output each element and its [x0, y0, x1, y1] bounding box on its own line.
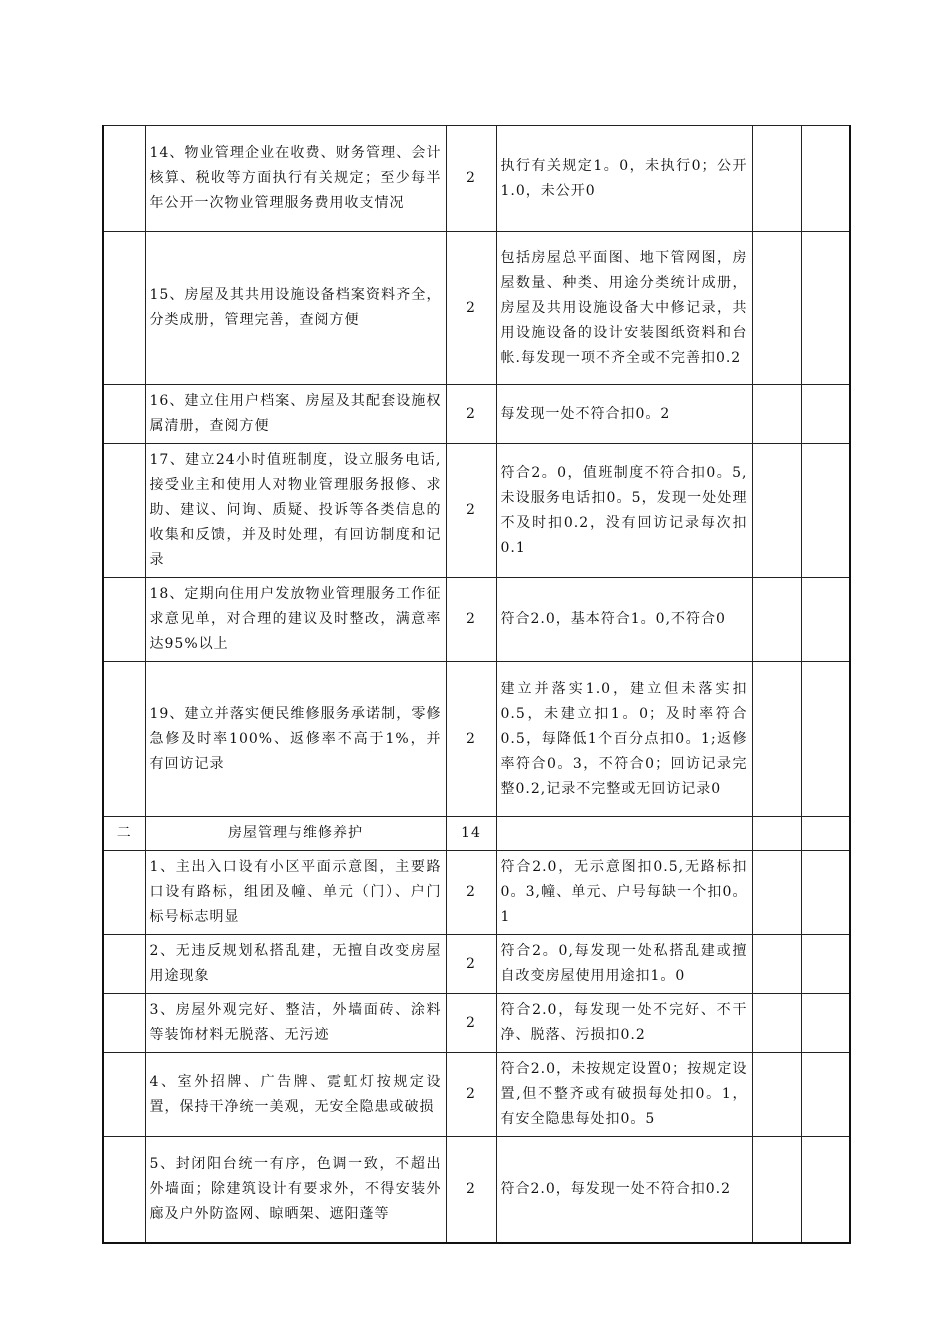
table-row: [103, 994, 850, 1053]
index-cell: [103, 232, 145, 385]
item-cell: 14、物业管理企业在收费、财务管理、会计核算、税收等方面执行有关规定；至少每半年公开一次物业管理服务费用收支情况: [145, 126, 446, 232]
criteria-cell: 符合2.0，基本符合1。0,不符合0: [496, 578, 752, 662]
score-cell: 2: [446, 1053, 496, 1137]
item-cell: 1、主出入口设有小区平面示意图，主要路口设有路标，组团及幢、单元（门）、户门标号标志明显: [145, 851, 446, 935]
criteria-cell: 建立并落实1.0，建立但未落实扣0.5，未建立扣1。0；及时率符合0.5，每降低1个百分点扣0。1;返修率符合0。3，不符合0；回访记录完整0.2,记录不完整或无回访记录0: [496, 662, 752, 817]
criteria-cell: 符合2.0，每发现一处不完好、不干净、脱落、污损扣0.2: [496, 994, 752, 1053]
item-cell: 19、建立并落实便民维修服务承诺制，零修急修及时率100%、返修率不高于1%，并有回访记录: [145, 662, 446, 817]
empty-cell: [801, 1053, 850, 1137]
index-cell: [103, 994, 145, 1053]
criteria-cell: 符合2.0，每发现一处不符合扣0.2: [496, 1137, 752, 1243]
item-cell: 18、定期向住用户发放物业管理服务工作征求意见单，对合理的建议及时整改，满意率达95%以上: [145, 578, 446, 662]
empty-cell: [752, 1137, 801, 1243]
item-cell: 15、房屋及其共用设施设备档案资料齐全，分类成册，管理完善，查阅方便: [145, 232, 446, 385]
score-cell: 2: [446, 851, 496, 935]
empty-cell: [801, 578, 850, 662]
empty-cell: [801, 994, 850, 1053]
index-cell: [103, 444, 145, 578]
criteria-cell: 包括房屋总平面图、地下管网图，房屋数量、种类、用途分类统计成册，房屋及共用设施设备大中修记录，共用设施设备的设计安装图纸资料和台帐.每发现一项不齐全或不完善扣0.2: [496, 232, 752, 385]
index-cell: [103, 385, 145, 444]
table-row: [103, 578, 850, 662]
score-cell: 2: [446, 444, 496, 578]
index-cell: [103, 578, 145, 662]
section-index: 二: [103, 817, 145, 851]
empty-cell: [752, 126, 801, 232]
table-row: [103, 1053, 850, 1137]
empty-cell: [801, 126, 850, 232]
empty-cell: [752, 1053, 801, 1137]
empty-cell: [801, 385, 850, 444]
empty-cell: [752, 851, 801, 935]
index-cell: [103, 851, 145, 935]
score-cell: 2: [446, 126, 496, 232]
table-row: [103, 935, 850, 994]
score-cell: 2: [446, 1137, 496, 1243]
criteria-cell: 执行有关规定1。0，未执行0；公开1.0，未公开0: [496, 126, 752, 232]
table-row: [103, 232, 850, 385]
section-score: 14: [446, 817, 496, 851]
empty-cell: [801, 851, 850, 935]
empty-cell: [752, 232, 801, 385]
table-row: [103, 1137, 850, 1243]
criteria-cell: 符合2.0，未按规定设置0；按规定设置,但不整齐或有破损每处扣0。1， 有安全隐患每处扣0。5: [496, 1053, 752, 1137]
item-cell: 3、房屋外观完好、整洁，外墙面砖、涂料等装饰材料无脱落、无污迹: [145, 994, 446, 1053]
score-cell: 2: [446, 994, 496, 1053]
empty-cell: [752, 578, 801, 662]
table-row: [103, 385, 850, 444]
score-cell: 2: [446, 662, 496, 817]
empty-cell: [752, 444, 801, 578]
table-row: [103, 126, 850, 232]
empty-cell: [752, 662, 801, 817]
score-cell: 2: [446, 385, 496, 444]
criteria-cell: 符合2.0，无示意图扣0.5,无路标扣0。3,幢、单元、户号每缺一个扣0。1: [496, 851, 752, 935]
table-row: [103, 851, 850, 935]
index-cell: [103, 1137, 145, 1243]
empty-cell: [752, 994, 801, 1053]
index-cell: [103, 1053, 145, 1137]
empty-cell: [801, 817, 850, 851]
empty-cell: [752, 935, 801, 994]
table-row: [103, 662, 850, 817]
index-cell: [103, 935, 145, 994]
item-cell: 2、无违反规划私搭乱建，无擅自改变房屋用途现象: [145, 935, 446, 994]
criteria-cell: 符合2。0,每发现一处私搭乱建或擅自改变房屋使用用途扣1。0: [496, 935, 752, 994]
item-cell: 5、封闭阳台统一有序，色调一致，不超出外墙面；除建筑设计有要求外，不得安装外廊及户外防盗网、晾晒架、遮阳蓬等: [145, 1137, 446, 1243]
empty-cell: [496, 817, 752, 851]
empty-cell: [801, 1137, 850, 1243]
item-cell: 16、建立住用户档案、房屋及其配套设施权属清册，查阅方便: [145, 385, 446, 444]
empty-cell: [752, 817, 801, 851]
index-cell: [103, 126, 145, 232]
index-cell: [103, 662, 145, 817]
item-cell: 17、建立24小时值班制度，设立服务电话,接受业主和使用人对物业管理服务报修、求助、建议、问询、质疑、投诉等各类信息的收集和反馈，并及时处理，有回访制度和记录: [145, 444, 446, 578]
empty-cell: [801, 935, 850, 994]
table-row: [103, 444, 850, 578]
section-title: 房屋管理与维修养护: [145, 817, 446, 851]
score-cell: 2: [446, 935, 496, 994]
criteria-cell: 每发现一处不符合扣0。2: [496, 385, 752, 444]
item-cell: 4、室外招牌、广告牌、霓虹灯按规定设置，保持干净统一美观，无安全隐患或破损: [145, 1053, 446, 1137]
empty-cell: [801, 232, 850, 385]
section-header-row: [103, 817, 850, 851]
score-cell: 2: [446, 232, 496, 385]
empty-cell: [752, 385, 801, 444]
empty-cell: [801, 662, 850, 817]
evaluation-table: [102, 125, 851, 1244]
criteria-cell: 符合2。0，值班制度不符合扣0。5,未设服务电话扣0。5，发现一处处理不及时扣0.2，没有回访记录每次扣0.1: [496, 444, 752, 578]
empty-cell: [801, 444, 850, 578]
score-cell: 2: [446, 578, 496, 662]
